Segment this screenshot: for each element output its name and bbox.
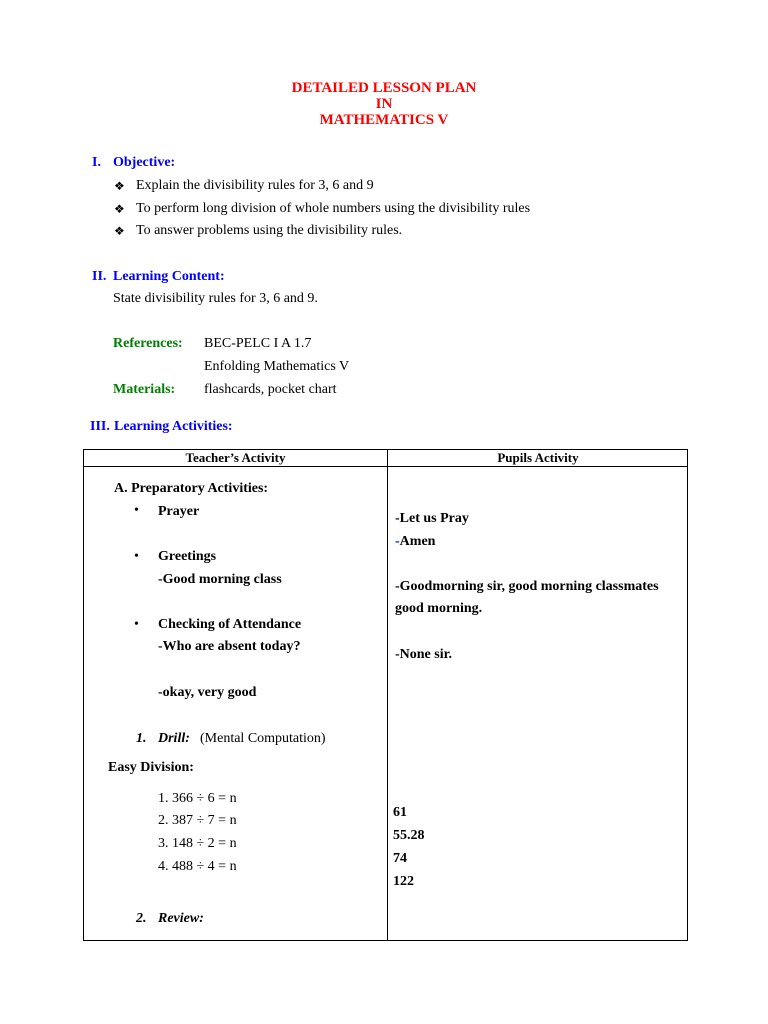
answer-value: 61: [393, 805, 407, 820]
objective-item: To perform long division of whole numbers using the divisibility rules: [136, 201, 531, 216]
learning-content-numeral: II.: [92, 269, 107, 284]
objective-numeral: I.: [92, 155, 101, 170]
answer-value: 74: [393, 851, 407, 866]
objective-item: Explain the divisibility rules for 3, 6 and 9: [136, 178, 374, 193]
prayer-label: Prayer: [158, 504, 200, 519]
pupil-none-response: -None sir.: [395, 647, 453, 662]
division-problem: 4. 488 ÷ 4 = n: [158, 859, 237, 874]
answer-value: 122: [393, 874, 414, 889]
learning-content-text: State divisibility rules for 3, 6 and 9.: [113, 291, 318, 306]
reference-item: Enfolding Mathematics V: [204, 359, 350, 374]
absent-question: -Who are absent today?: [158, 639, 301, 654]
bullet-dot-icon: •: [134, 549, 139, 564]
okay-line: -okay, very good: [158, 685, 257, 700]
diamond-bullet-icon: ❖: [114, 202, 125, 216]
pupil-greeting-response: -Goodmorning sir, good morning classmates: [395, 579, 659, 594]
easy-division-heading: Easy Division:: [108, 760, 194, 775]
drill-label: Drill:: [158, 731, 190, 746]
amen-text: Amen: [399, 534, 436, 549]
pupil-amen-response: [395, 534, 435, 550]
materials-text: flashcards, pocket chart: [204, 382, 337, 397]
drill-number: 1.: [136, 731, 147, 746]
division-problem: 3. 148 ÷ 2 = n: [158, 836, 237, 851]
amen-dash: -: [395, 534, 400, 549]
review-number: 2.: [136, 911, 147, 926]
pupil-greeting-response-cont: good morning.: [395, 601, 483, 616]
bullet-dot-icon: •: [134, 617, 139, 632]
drill-note: (Mental Computation): [200, 731, 326, 746]
materials-label: Materials:: [113, 382, 176, 397]
diamond-bullet-icon: ❖: [114, 224, 125, 238]
reference-item: BEC-PELC I A 1.7: [204, 336, 312, 351]
objective-heading: Objective:: [113, 155, 176, 170]
pupil-pray-response: -Let us Pray: [395, 511, 469, 526]
table-header-divider: [84, 466, 687, 467]
attendance-label: Checking of Attendance: [158, 617, 302, 632]
division-problem: 1. 366 ÷ 6 = n: [158, 791, 237, 806]
diamond-bullet-icon: ❖: [114, 179, 125, 193]
table-column-divider: [387, 450, 388, 940]
answer-value: 55.28: [393, 828, 425, 843]
division-problem: 2. 387 ÷ 7 = n: [158, 813, 237, 828]
pupils-activity-header: Pupils Activity: [497, 450, 579, 465]
title-line-3: MATHEMATICS V: [319, 112, 449, 128]
bullet-dot-icon: •: [134, 503, 139, 518]
greetings-label: Greetings: [158, 549, 217, 564]
preparatory-activities-heading: A. Preparatory Activities:: [114, 481, 269, 496]
title-line-1: DETAILED LESSON PLAN: [291, 80, 477, 96]
learning-content-heading: Learning Content:: [113, 269, 225, 284]
greeting-line: -Good morning class: [158, 572, 282, 587]
title-line-2: IN: [375, 96, 393, 112]
objective-item: To answer problems using the divisibility rules.: [136, 223, 403, 238]
learning-activities-heading: Learning Activities:: [114, 419, 233, 434]
learning-activities-numeral: III.: [90, 419, 110, 434]
references-label: References:: [113, 336, 183, 351]
teacher-activity-header: Teacher’s Activity: [185, 450, 286, 465]
review-label: Review:: [158, 911, 204, 926]
